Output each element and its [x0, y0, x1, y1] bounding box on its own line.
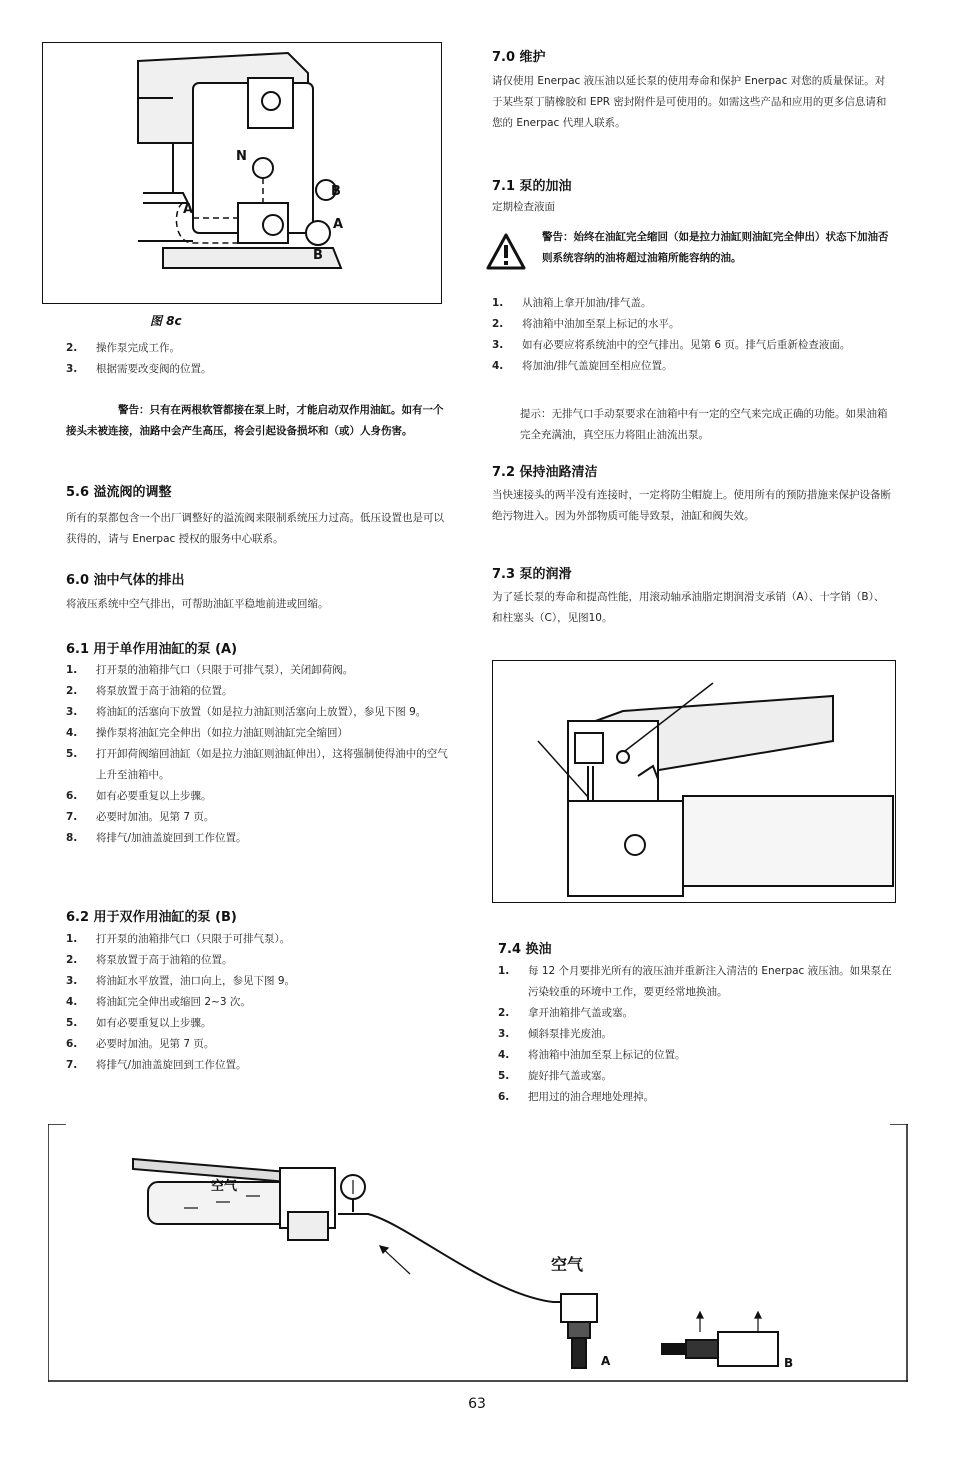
fig8c-label-b-top: B	[331, 184, 341, 199]
section-7-1-warning: 警告：始终在油缸完全缩回（如是拉力油缸则油缸完全伸出）状态下加油否则系统容纳的油将超过油箱所能容纳的油。	[542, 231, 889, 264]
section-7-1-list	[492, 293, 892, 377]
section-7-2-body: 当快速接头的两半没有连接时，一定将防尘帽旋上。使用所有的预防措施来保护设备断绝污物进入。因为外部物质可能导致泵，油缸和阀失效。	[492, 489, 891, 522]
list-item: 1. 每 12 个月要排光所有的液压油并重新注入清洁的 Enerpac 液压油。如果泵在污染较重的环境中工作，要更经常地换油。	[498, 965, 892, 998]
fig9-label-a: A	[601, 1354, 611, 1368]
section-7-3-title: 7.3 泵的润滑	[492, 567, 572, 582]
list-item: 7. 必要时加油。见第 7 页。	[66, 811, 215, 823]
list-item: 2. 将油箱中油加至泵上标记的水平。	[492, 318, 680, 330]
fig8c-label-b-bottom: B	[313, 248, 323, 263]
list-item: 2. 操作泵完成工作。	[66, 342, 180, 354]
fig9-air-large: 空气	[551, 1255, 584, 1274]
list-item: 4. 将油缸完全伸出或缩回 2~3 次。	[66, 996, 251, 1008]
list-item: 1. 打开泵的油箱排气口（只限于可排气泵）。	[66, 933, 291, 945]
figure-10-drawing	[493, 661, 895, 902]
section-5-6-title: 5.6 溢流阀的调整	[66, 485, 172, 500]
section-6-1-title: 6.1 用于单作用油缸的泵 (A)	[66, 642, 238, 657]
list-item: 5. 打开卸荷阀缩回油缸（如是拉力油缸则油缸伸出），这将强制使得油中的空气上升至油箱中。	[66, 748, 448, 781]
list-item: 6. 把用过的油合理地处理掉。	[498, 1091, 654, 1103]
fig8c-label-a-left: A	[183, 202, 194, 217]
list-item: 5. 如有必要重复以上步骤。	[66, 1017, 212, 1029]
section-7-1-title: 7.1 泵的加油	[492, 179, 572, 194]
list-item: 2. 将泵放置于高于油箱的位置。	[66, 954, 233, 966]
figure-8c	[42, 42, 442, 304]
figure-9	[48, 1124, 908, 1382]
list-item: 3. 将油缸的活塞向下放置（如是拉力油缸则活塞向上放置），参见下图 9。	[66, 706, 427, 718]
warning-triangle-icon	[486, 233, 526, 271]
list-item: 5. 旋好排气盖或塞。	[498, 1070, 612, 1082]
left-steps-top	[66, 338, 451, 380]
page-number: 63	[468, 1396, 486, 1412]
fig8c-label-n: N	[236, 149, 247, 164]
figure-8c-drawing	[43, 43, 441, 303]
figure-9-drawing	[48, 1124, 908, 1382]
list-item: 1. 打开泵的油箱排气口（只限于可排气泵），关闭卸荷阀。	[66, 664, 354, 676]
section-6-1-list	[66, 660, 451, 849]
section-6-2-title: 6.2 用于双作用油缸的泵 (B)	[66, 910, 237, 925]
list-item: 3. 将油缸水平放置，油口向上，参见下图 9。	[66, 975, 296, 987]
fig9-label-b: B	[784, 1356, 794, 1370]
fig8c-label-a-right: A	[333, 217, 344, 232]
list-item: 6. 如有必要重复以上步骤。	[66, 790, 212, 802]
section-7-3-body: 为了延长泵的寿命和提高性能，用滚动轴承油脂定期润滑支承销（A）、十字销（B）、和柱塞头（C），见图10。	[492, 591, 885, 624]
list-item: 4. 将油箱中油加至泵上标记的位置。	[498, 1049, 686, 1061]
section-7-4-title: 7.4 换油	[498, 942, 552, 957]
list-item: 6. 必要时加油。见第 7 页。	[66, 1038, 215, 1050]
section-7-0-title: 7.0 维护	[492, 50, 546, 65]
left-warning: 警告：只有在两根软管都接在泵上时，才能启动双作用油缸。如有一个接头未被连接，油路中会产生高压，将会引起设备损坏和（或）人身伤害。	[66, 404, 444, 437]
section-6-2-list	[66, 929, 451, 1076]
list-item: 3. 倾斜泵排光废油。	[498, 1028, 612, 1040]
list-item: 3. 如有必要应将系统油中的空气排出。见第 6 页。排气后重新检查液面。	[492, 339, 851, 351]
list-item: 2. 拿开油箱排气盖或塞。	[498, 1007, 633, 1019]
section-7-2-title: 7.2 保持油路清洁	[492, 465, 598, 480]
list-item: 3. 根据需要改变阀的位置。	[66, 363, 212, 375]
fig9-air-small: 空气	[211, 1179, 238, 1194]
figure-8c-caption: 图 8c	[150, 314, 182, 328]
list-item: 4. 将加油/排气盖旋回至相应位置。	[492, 360, 673, 372]
section-7-1-subtitle: 定期检查液面	[492, 201, 555, 213]
list-item: 8. 将排气/加油盖旋回到工作位置。	[66, 832, 247, 844]
section-6-0-body: 将液压系统中空气排出，可帮助油缸平稳地前进或回缩。	[66, 598, 329, 610]
list-item: 2. 将泵放置于高于油箱的位置。	[66, 685, 233, 697]
list-item: 4. 操作泵将油缸完全伸出（如拉力油缸则油缸完全缩回）	[66, 727, 348, 739]
section-7-0-body: 请仅使用 Enerpac 液压油以延长泵的使用寿命和保护 Enerpac 对您的质量保证。对于某些泵丁腈橡胶和 EPR 密封附件是可使用的。如需这些产品和应用的更多信息请和您的 Enerpac 代理人联系。	[492, 75, 887, 129]
list-item: 1. 从油箱上拿开加油/排气盖。	[492, 297, 652, 309]
section-5-6-body: 所有的泵都包含一个出厂调整好的溢流阀来限制系统压力过高。低压设置也是可以获得的，请与 Enerpac 授权的服务中心联系。	[66, 512, 444, 545]
list-item: 7. 将排气/加油盖旋回到工作位置。	[66, 1059, 247, 1071]
figure-10	[492, 660, 896, 903]
section-7-1-tip: 提示：无排气口手动泵要求在油箱中有一定的空气来完成正确的功能。如果油箱完全充满油，真空压力将阻止油流出泵。	[520, 408, 888, 441]
section-7-4-list	[498, 961, 898, 1108]
section-6-0-title: 6.0 油中气体的排出	[66, 573, 185, 588]
